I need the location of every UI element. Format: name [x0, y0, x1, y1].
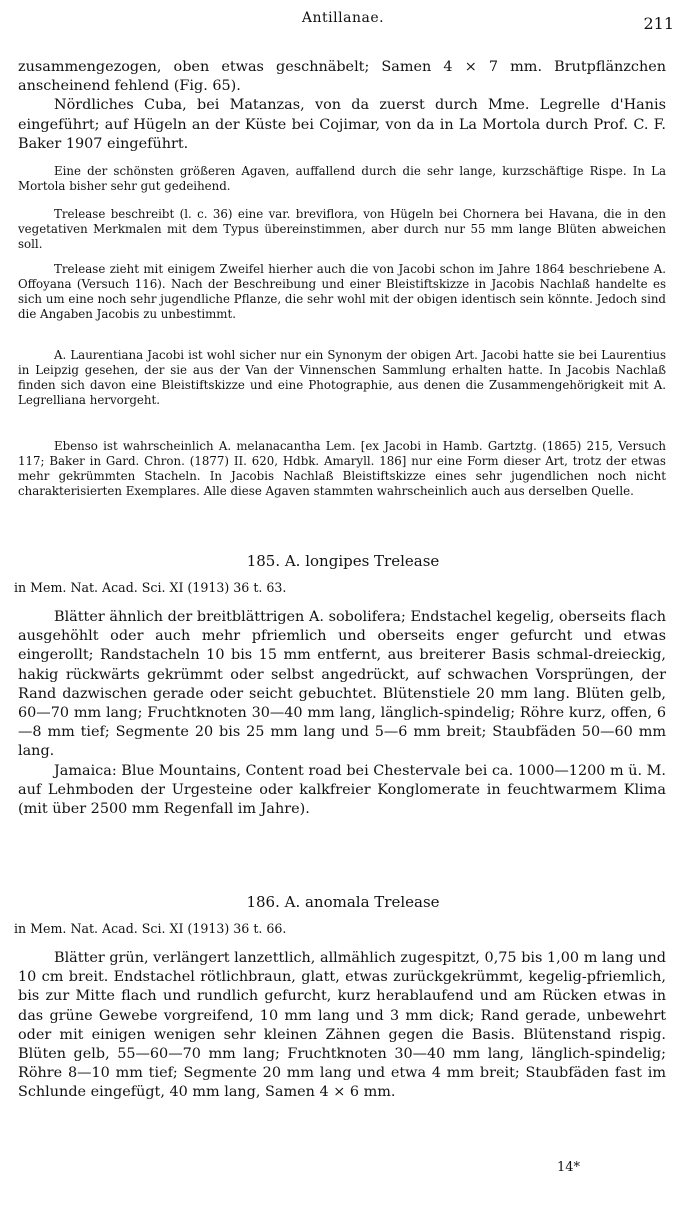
description-paragraph: Blätter grün, verlängert lanzettlich, allmählich zugespitzt, 0,75 bis 1,00 m lang und 10 cm breit. Endstachel rötlichbraun, glatt, etwas zurückgekrümmt, kegelig-pfriemlich, bis zur Mitte flach und rundlich gefurcht, kurz herablaufend und am Rücken etwas in das grüne Gewebe vorgreifend, 10 mm lang und 3 mm dick; Rand gerade, unbewehrt oder mit einigen wenigen sehr kleinen Zähnen gegen die Basis. Blütenstand rispig. Blüten gelb, 55—60—70 mm lang; Fruchtknoten 30—40 mm lang, länglich-spindelig; Röhre 8—10 mm tief; Segmente 20 mm lang und etwa 4 mm breit; Staubfäden fast im Schlunde eingefügt, 40 mm lang, Samen 4 × 6 mm.: [18, 950, 666, 1101]
locality-paragraph: Jamaica: Blue Mountains, Content road bei Chestervale bei ca. 1000—1200 m ü. M. auf Lehmboden der Urgesteine oder kalkfreier Konglomerate in feuchtwarmem Klima (mit über 2500 mm Regenfall im Jahre).: [18, 762, 666, 818]
note-2: Trelease beschreibt (l. c. 36) eine var. breviflora, von Hügeln bei Chornera bei Havana, die in den vegetativen Merkmalen mit dem Typus übereinstimmen, aber durch nur 55 mm lange Blüten abweichen soll.: [18, 207, 666, 251]
section-reference-186: in Mem. Nat. Acad. Sci. XI (1913) 36 t. 66.: [14, 921, 287, 936]
note-5: Ebenso ist wahrscheinlich A. melanacantha Lem. [ex Jacobi in Hamb. Gartztg. (1865) 215, Versuch 117; Baker in Gard. Chron. (1877) II. 620, Hdbk. Amaryll. 186] nur eine Form dieser Art, trotz der etwas mehr gekrümmten Stacheln. In Jacobis Nachlaß Bleistiftskizze eines sehr jugendlichen noch nicht charakterisierten Exemplares. Alle diese Agaven stammten wahrscheinlich auch aus derselben Quelle.: [18, 439, 666, 498]
section-body-186: [18, 949, 666, 1103]
top-paragraphs: [18, 58, 666, 154]
note-4: A. Laurentiana Jacobi ist wohl sicher nur ein Synonym der obigen Art. Jacobi hatte sie bei Laurentius in Leipzig gesehen, der sie aus der Van der Vinnenschen Sammlung erhalten hatte. In Jacobis Nachlaß finden sich davon eine Bleistiftskizze und eine Photographie, aus denen die Zusammengehörigkeit mit A. Legrelliana hervorgeht.: [18, 348, 666, 407]
note-1: Eine der schönsten größeren Agaven, auffallend durch die sehr lange, kurzschäftige Rispe. In La Mortola bisher sehr gut gedeihend.: [18, 164, 666, 193]
section-heading-185: 185. A. longipes Trelease: [246, 552, 440, 570]
description-paragraph: Blätter ähnlich der breitblättrigen A. sobolifera; Endstachel kegelig, oberseits flach ausgehöhlt oder auch mehr pfriemlich und oberseits enger gefurcht und etwas eingerollt; Randstacheln 10 bis 15 mm entfernt, aus breiterer Basis schmal-dreieckig, hakig rückwärts gekrümmt oder selbst angedrückt, auf schwachen Vorsprüngen, der Rand dazwischen gerade oder seicht gebuchtet. Blütenstiele 20 mm lang. Blüten gelb, 60—70 mm lang; Fruchtknoten 30—40 mm lang, länglich-spindelig; Röhre kurz, offen, 6—8 mm tief; Segmente 20 bis 25 mm lang und 5—6 mm breit; Staubfäden 50—60 mm lang.: [18, 609, 666, 760]
section-reference-185: in Mem. Nat. Acad. Sci. XI (1913) 36 t. 63.: [14, 580, 287, 595]
page-number: 211: [643, 14, 674, 33]
paragraph-locality: Nördliches Cuba, bei Matanzas, von da zuerst durch Mme. Legrelle d'Hanis eingeführt; auf Hügeln an der Küste bei Cojimar, von da in La Mortola durch Prof. C. F. Baker 1907 eingeführt.: [18, 97, 666, 152]
section-body-185: [18, 608, 666, 819]
paragraph-continued: zusammengezogen, oben etwas geschnäbelt; Samen 4 × 7 mm. Brutpflänzchen anscheinend fehlend (Fig. 65).: [18, 59, 666, 95]
running-title: Antillanae.: [301, 10, 385, 26]
section-heading-186: 186. A. anomala Trelease: [246, 893, 440, 911]
note-3: Trelease zieht mit einigem Zweifel hierher auch die von Jacobi schon im Jahre 1864 beschriebene A. Offoyana (Versuch 116). Nach der Beschreibung und einer Bleistiftskizze in Jacobis Nachlaß handelte es sich um eine noch sehr jugendliche Pflanze, die sehr wohl mit der obigen identisch sein könnte. Jedoch sind die Angaben Jacobis zu unbestimmt.: [18, 262, 666, 321]
signature-mark: 14*: [556, 1160, 580, 1175]
